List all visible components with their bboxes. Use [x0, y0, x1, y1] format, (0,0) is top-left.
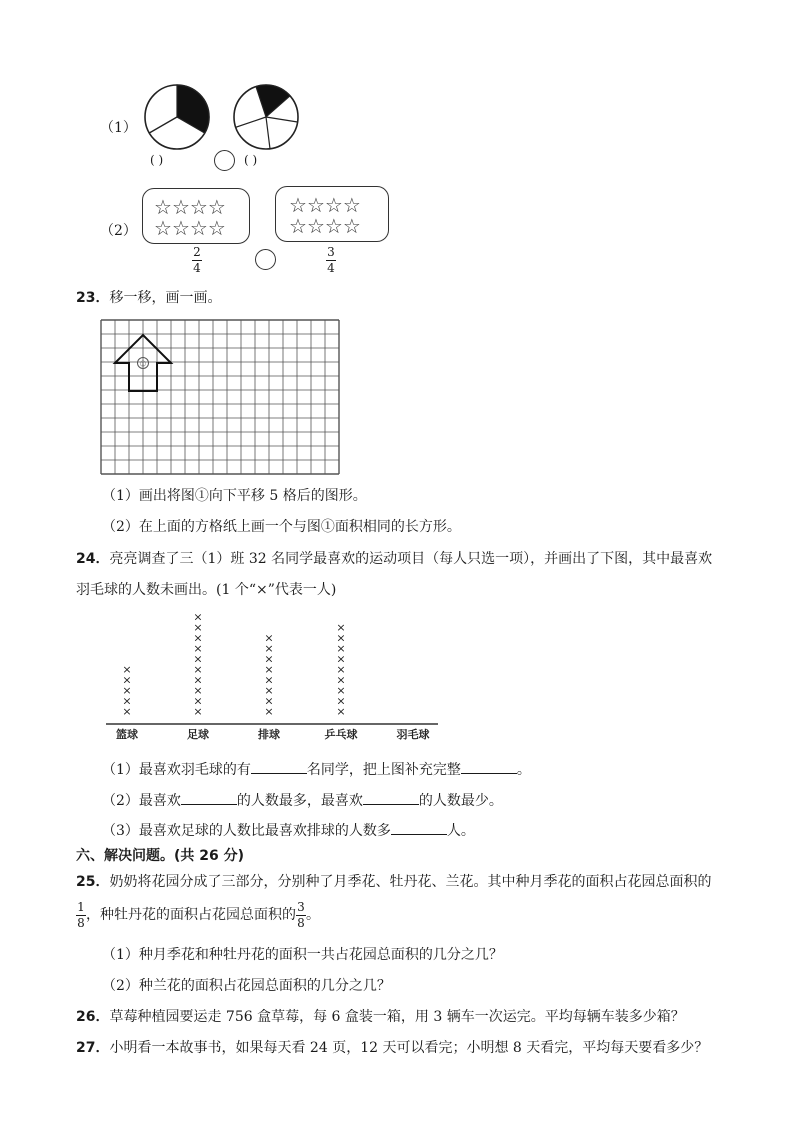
tally-mark: ×: [264, 673, 274, 687]
fraction-two-fourths: [192, 246, 202, 275]
tally-mark: ×: [193, 684, 203, 697]
tally-mark: ×: [264, 684, 274, 697]
q23-sub2: （2）在上面的方格纸上画一个与图①面积相同的长方形。: [102, 519, 461, 535]
star-box-left: [142, 188, 250, 244]
star-grid-right: [289, 195, 379, 237]
tally-mark: ×: [193, 621, 203, 634]
answer-blank[interactable]: [363, 790, 419, 805]
frac-num: 2: [193, 245, 201, 259]
compare-circle-1[interactable]: [214, 150, 235, 171]
tally-mark: ×: [193, 652, 203, 666]
shape-label: ①: [139, 359, 147, 369]
tally-mark: ×: [264, 705, 274, 718]
category-label: 排球: [258, 728, 280, 741]
q24-sub2-text-c: 的人数最少。: [418, 793, 503, 809]
q25-number: 25．: [76, 874, 110, 890]
tally-mark: ×: [336, 621, 346, 634]
q24-line1: [76, 549, 712, 569]
q27-text: 小明看一本故事书，如果每天看 24 页，12 天可以看完；小明想 8 天看完，平均每天要看多少？: [109, 1040, 709, 1056]
q24-sub2-text-b: 的人数最多，最喜欢: [236, 793, 363, 809]
star-icon: ☆: [289, 214, 307, 238]
category-label: 篮球: [116, 728, 138, 741]
star-icon: ☆: [306, 193, 325, 217]
tally-mark: ×: [264, 694, 274, 708]
tally-chart: [100, 610, 445, 750]
category-label: 羽毛球: [396, 728, 430, 741]
q25-text2: ，种牡丹花的面积占花园总面积的: [86, 907, 296, 923]
q26-text: 草莓种植园要运走 756 盒草莓，每 6 盒装一箱，用 3 辆车一次运完。平均每辆车装多少箱？: [109, 1009, 685, 1025]
frac-den: 4: [193, 261, 201, 275]
q24-text1: 亮亮调查了三（1）班 32 名同学最喜欢的运动项目（每人只选一项），并画出了下图，其中最喜欢: [109, 551, 713, 567]
star-icon: ☆: [306, 214, 325, 238]
tally-mark: ×: [336, 631, 346, 645]
answer-blank[interactable]: [391, 820, 447, 835]
star-icon: ☆: [171, 216, 190, 240]
q27: [76, 1038, 708, 1058]
star-icon: ☆: [342, 193, 361, 217]
grid-paper[interactable]: [100, 318, 348, 480]
star-icon: ☆: [207, 195, 226, 219]
answer-blank[interactable]: [461, 759, 517, 774]
tally-mark: ×: [193, 642, 203, 655]
star-icon: ☆: [207, 216, 226, 240]
q24-sub2: [102, 790, 503, 811]
star-grid-left: [154, 197, 244, 239]
frac-den: 4: [327, 261, 335, 275]
answer-blank[interactable]: [251, 759, 307, 774]
tally-mark: ×: [193, 663, 203, 676]
q23-title: 移一移，画一画。: [109, 290, 222, 306]
fraction-circles: [140, 82, 310, 154]
q22-right-paren[interactable]: ( ): [244, 153, 258, 167]
tally-mark: ×: [264, 642, 274, 655]
star-icon: ☆: [324, 193, 343, 217]
tally-mark: ×: [193, 673, 203, 687]
tally-mark: ×: [122, 684, 132, 697]
chart-marks: [122, 611, 345, 719]
q24-line2: 羽毛球的人数未画出。(1 个“×”代表一人): [76, 582, 337, 598]
star-icon: ☆: [324, 214, 343, 238]
tally-mark: ×: [336, 663, 346, 676]
q24-sub1-text-b: 名同学，把上图补充完整: [306, 762, 461, 778]
q25-sub1: （1）种月季花和种牡丹花的面积一共占花园总面积的几分之几？: [102, 947, 503, 963]
q24-sub3-text-a: （3）最喜欢足球的人数比最喜欢排球的人数多: [102, 823, 391, 839]
q23-heading: [76, 288, 221, 308]
q24-sub3-text-b: 人。: [446, 823, 475, 839]
tally-mark: ×: [336, 705, 346, 718]
star-icon: ☆: [189, 195, 208, 219]
tally-mark: ×: [336, 694, 346, 708]
tally-mark: ×: [264, 631, 274, 645]
q26: [76, 1007, 685, 1027]
q24-sub1: [102, 759, 531, 780]
frac-den: 8: [77, 915, 85, 930]
tally-mark: ×: [122, 663, 132, 676]
compare-circle-2[interactable]: [255, 249, 276, 270]
q22-part2-label: （2）: [100, 223, 137, 239]
tally-mark: ×: [122, 705, 132, 718]
category-label: 乒乓球: [324, 728, 358, 741]
fraction-three-fourths: [326, 246, 336, 275]
q23-number: 23．: [76, 290, 110, 306]
frac-den: 8: [297, 915, 305, 930]
tally-mark: ×: [336, 684, 346, 697]
star-icon: ☆: [154, 195, 172, 219]
q25-text2-end: 。: [306, 907, 320, 923]
tally-mark: ×: [264, 652, 274, 666]
answer-blank[interactable]: [181, 790, 237, 805]
q26-number: 26．: [76, 1009, 110, 1025]
grid-lines: [101, 320, 339, 474]
section-title: 六、解决问题。(共 26 分): [76, 848, 245, 864]
circle-thirds: [145, 85, 209, 149]
q24-sub1-text-c: 。: [516, 762, 531, 778]
q24-number: 24．: [76, 551, 110, 567]
category-label: 足球: [187, 728, 209, 741]
frac-num: 3: [327, 245, 335, 259]
q22-left-paren[interactable]: ( ): [150, 153, 164, 167]
star-box-right: [275, 186, 389, 242]
fraction-one-eighth: [76, 901, 86, 930]
star-icon: ☆: [189, 216, 208, 240]
q25-line2: [76, 900, 320, 930]
star-icon: ☆: [342, 214, 361, 238]
q27-number: 27．: [76, 1040, 110, 1056]
tally-mark: ×: [122, 673, 132, 687]
q24-sub1-text-a: （1）最喜欢羽毛球的有: [102, 762, 251, 778]
q25-line1: [76, 872, 711, 892]
q25-sub2: （2）种兰花的面积占花园总面积的几分之几？: [102, 978, 391, 994]
tally-mark: ×: [122, 694, 132, 708]
q24-sub2-text-a: （2）最喜欢: [102, 793, 181, 809]
star-icon: ☆: [171, 195, 190, 219]
circle-fifths: [234, 85, 298, 149]
frac-num: 3: [297, 899, 305, 914]
tally-mark: ×: [336, 673, 346, 687]
tally-mark: ×: [193, 694, 203, 708]
tally-mark: ×: [193, 705, 203, 718]
q23-sub1: （1）画出将图①向下平移 5 格后的图形。: [102, 488, 367, 504]
star-icon: ☆: [289, 193, 307, 217]
fraction-three-eighths: [296, 901, 306, 930]
q22-part1-label: （1）: [100, 120, 137, 136]
tally-mark: ×: [193, 631, 203, 645]
chart-labels: [116, 727, 430, 741]
tally-mark: ×: [264, 663, 274, 676]
tally-mark: ×: [193, 610, 203, 624]
frac-num: 1: [77, 899, 85, 914]
tally-mark: ×: [336, 652, 346, 666]
q24-sub3: [102, 820, 475, 841]
star-icon: ☆: [154, 216, 172, 240]
tally-mark: ×: [336, 642, 346, 655]
q25-text1: 奶奶将花园分成了三部分，分别种了月季花、牡丹花、兰花。其中种月季花的面积占花园总面积的: [109, 874, 712, 890]
